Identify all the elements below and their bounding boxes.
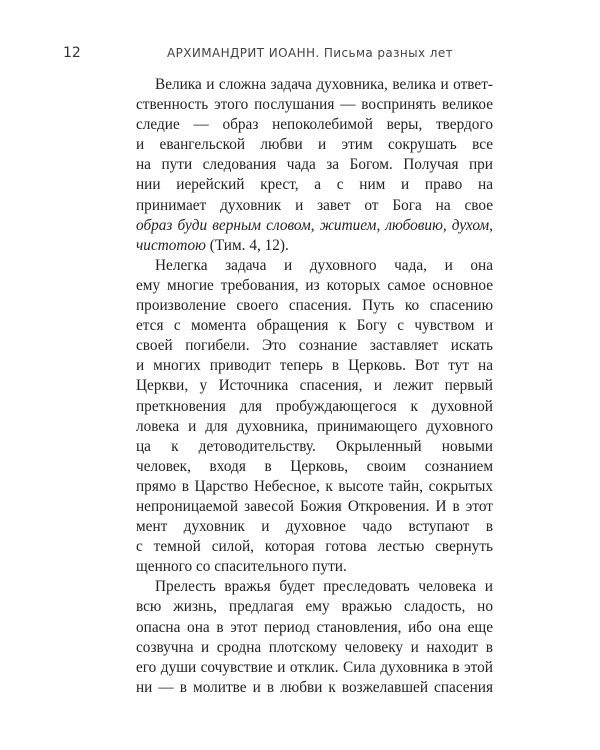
text-line	[136, 216, 493, 236]
paragraph-3	[136, 577, 493, 698]
text-line: его души сочувствие и отклик. Сила духовника в этой	[136, 658, 493, 676]
scripture-quote: чистотою	[136, 236, 206, 254]
text-line: и многих приводит теперь в Церковь. Вот тут на	[136, 357, 493, 375]
text-line: человек, входя в Церковь, своим сознанием	[136, 457, 493, 475]
text-line: Церкви, у Источника спасения, и лежит первый	[136, 377, 493, 395]
text-line: ца к детоводительству. Окрыленный новыми	[136, 437, 493, 455]
text-line: произволение своего спасения. Путь ко спасению	[136, 297, 493, 315]
text-line: на пути следования чада за Богом. Получая при	[136, 156, 493, 174]
text-line: непроницаемой завесой Божия Откровения. И в этот	[136, 497, 493, 515]
text-line: ственность этого послушания — воспринять великое	[136, 96, 493, 114]
text-line: принимает духовник и завет от Бога на свое	[136, 196, 493, 214]
text-line	[136, 236, 493, 256]
text-line: Прелесть вражья будет преследовать человека и	[155, 578, 493, 596]
text-line: мент духовник и духовное чадо вступают в	[136, 518, 493, 536]
page-number: 12	[63, 45, 81, 61]
text-line: ловека и для духовника, принимающего духовного	[136, 417, 493, 435]
text-line: ему многие требования, из которых самое основное	[136, 276, 493, 294]
text-line: щенного со спасительного пути.	[136, 558, 347, 576]
text-line: созвучна и сродна плотскому человеку и находит в	[136, 638, 493, 656]
text-line: всю жизнь, предлагая ему вражью сладость, но	[136, 598, 493, 616]
text-line: опасна она в этот период становления, ибо она еще	[136, 618, 493, 636]
text-line: Велика и сложна задача духовника, велика и ответ-	[155, 76, 493, 93]
scripture-reference: (Тим. 4, 12).	[205, 236, 289, 254]
paragraph-1	[136, 75, 493, 256]
text-line: с темной силой, которая готова лестью свернуть	[136, 538, 493, 556]
text-line: прямо в Царство Небесное, к высоте тайн, сокрытых	[136, 477, 493, 495]
text-line: Нелегка задача и духовного чада, и она	[155, 256, 493, 274]
text-line: своей погибели. Это сознание заставляет искать	[136, 337, 493, 355]
text-line: ется с момента обращения к Богу с чувством и	[136, 317, 493, 335]
body-text	[136, 75, 493, 698]
paragraph-2	[136, 256, 493, 578]
text-line: ни — в молитве и в любви к возжелавшей спасения	[136, 678, 493, 696]
scripture-quote: образ буди верным словом, житием, любовию, духом,	[136, 216, 493, 234]
text-line: преткновения для пробуждающегося к духовной	[136, 397, 493, 415]
running-head: АРХИМАНДРИТ ИОАНН. Письма разных лет	[166, 46, 453, 60]
text-line: и евангельской любви и этим сокрушать все	[136, 136, 493, 154]
text-line: нии иерейский крест, а с ним и право на	[136, 176, 493, 194]
text-line: следие — образ непоколебимой веры, твердого	[136, 116, 493, 134]
